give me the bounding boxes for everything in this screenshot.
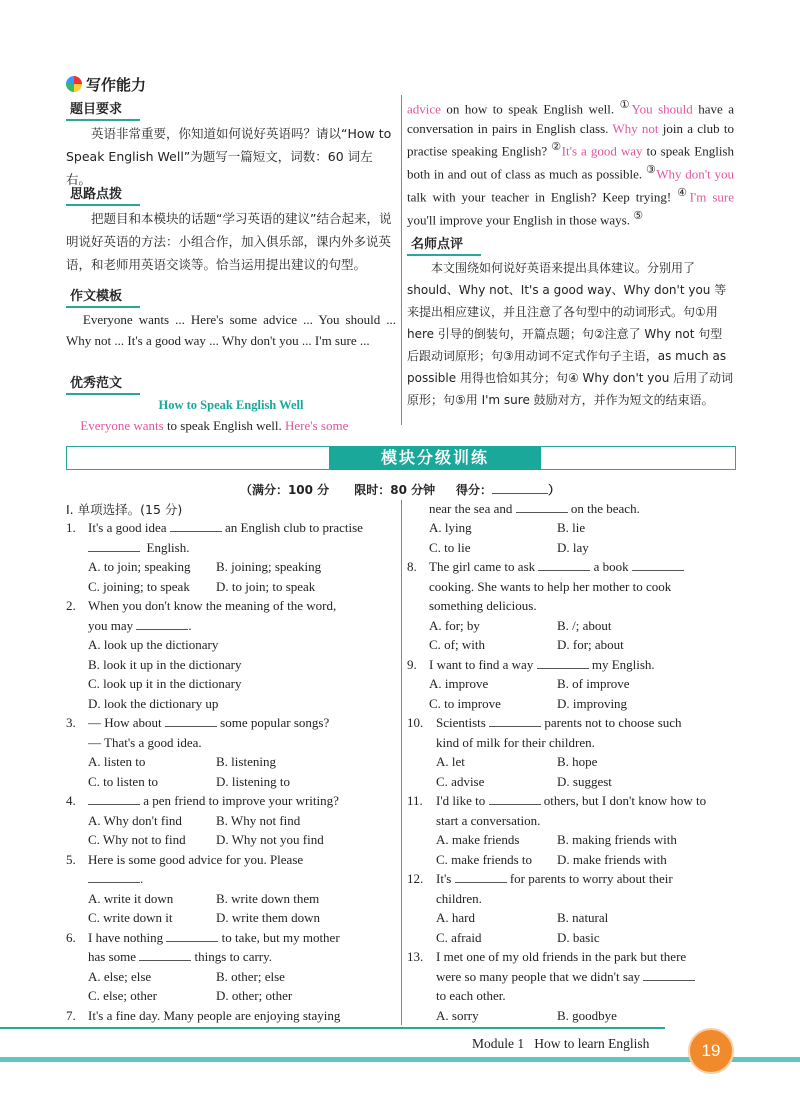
header-sample-essay: 优秀范文 — [66, 375, 140, 395]
module-banner: 模块分级训练 — [66, 446, 736, 470]
answer-blank[interactable] — [165, 714, 217, 727]
answer-blank[interactable] — [489, 792, 541, 805]
answer-blank[interactable] — [643, 968, 695, 981]
header-tips: 思路点拨 — [66, 186, 140, 206]
answer-blank[interactable] — [170, 519, 222, 532]
column-divider-top — [401, 95, 402, 425]
requirements-text: 英语非常重要，你知道如何说好英语吗？请以“How to Speak English Well”为题写一篇短文，词数：60 词左右。 — [66, 126, 392, 187]
answer-blank[interactable] — [88, 870, 140, 883]
answer-blank[interactable] — [166, 929, 218, 942]
essay-title: How to Speak English Well — [158, 398, 304, 412]
header-template: 作文模板 — [66, 288, 140, 308]
section-title: 写作能力 — [66, 74, 146, 95]
answer-blank[interactable] — [489, 714, 541, 727]
footer-rule — [0, 1027, 665, 1029]
location-pin-icon — [66, 76, 82, 92]
essay-body: advice on how to speak English well. ①You should have a conversation in pairs in English class. Why not join a club to practise speaking English? ②It's a good way to speak English both in and out of class as much as possible. ③Why don't you talk with your teacher in English? Keep trying! ④I'm sure you'll improve your English in those ways. ⑤ — [407, 99, 734, 228]
page-number: 19 — [688, 1028, 734, 1074]
answer-blank[interactable] — [516, 500, 568, 513]
answer-blank[interactable] — [88, 792, 140, 805]
comments-text: 本文围绕如何说好英语来提出具体建议。分别用了 should、Why not、It's a good way、Why don't you 等来提出相应建议，并且注意了各句型中的动词形式。句①用 here 引导的倒装句，开篇点题；句②注意了 Why not 句型后跟动词原形；句③用动词不定式作句子主语，as much as possible 用得也恰如其分；句④ Why don't you 后用了动词原形；句⑤用 I'm sure 鼓励对方，并作为短文的结束语。 — [407, 261, 734, 407]
part-one-heading: Ⅰ. 单项选择。(15 分) — [66, 502, 183, 517]
answer-blank[interactable] — [537, 656, 589, 669]
footer-module: Module 1 How to learn English — [472, 1036, 650, 1051]
answer-blank[interactable] — [139, 948, 191, 961]
footer-band — [0, 1057, 800, 1062]
answer-blank[interactable] — [455, 870, 507, 883]
answer-blank[interactable] — [632, 558, 684, 571]
header-comments: 名师点评 — [407, 236, 481, 256]
column-divider-bottom — [401, 500, 402, 1025]
answer-blank[interactable] — [136, 617, 188, 630]
tips-text: 把题目和本模块的话题“学习英语的建议”结合起来，说明说好英语的方法：小组合作，加入俱乐部，课内外多说英语，和老师用英语交谈等。恰当运用提出建议的句型。 — [66, 211, 392, 272]
score-line: （满分：100 分 限时：80 分钟 得分： ） — [239, 483, 561, 497]
answer-blank[interactable] — [88, 539, 140, 552]
header-requirements: 题目要求 — [66, 101, 140, 121]
answer-blank[interactable] — [538, 558, 590, 571]
essay-first-line: Everyone wants to speak English well. Here's some — [80, 418, 349, 433]
template-text: Everyone wants ... Here's some advice ... You should ... Why not ... It's a good way ... Why don't you ... I'm sure ... — [66, 312, 396, 348]
